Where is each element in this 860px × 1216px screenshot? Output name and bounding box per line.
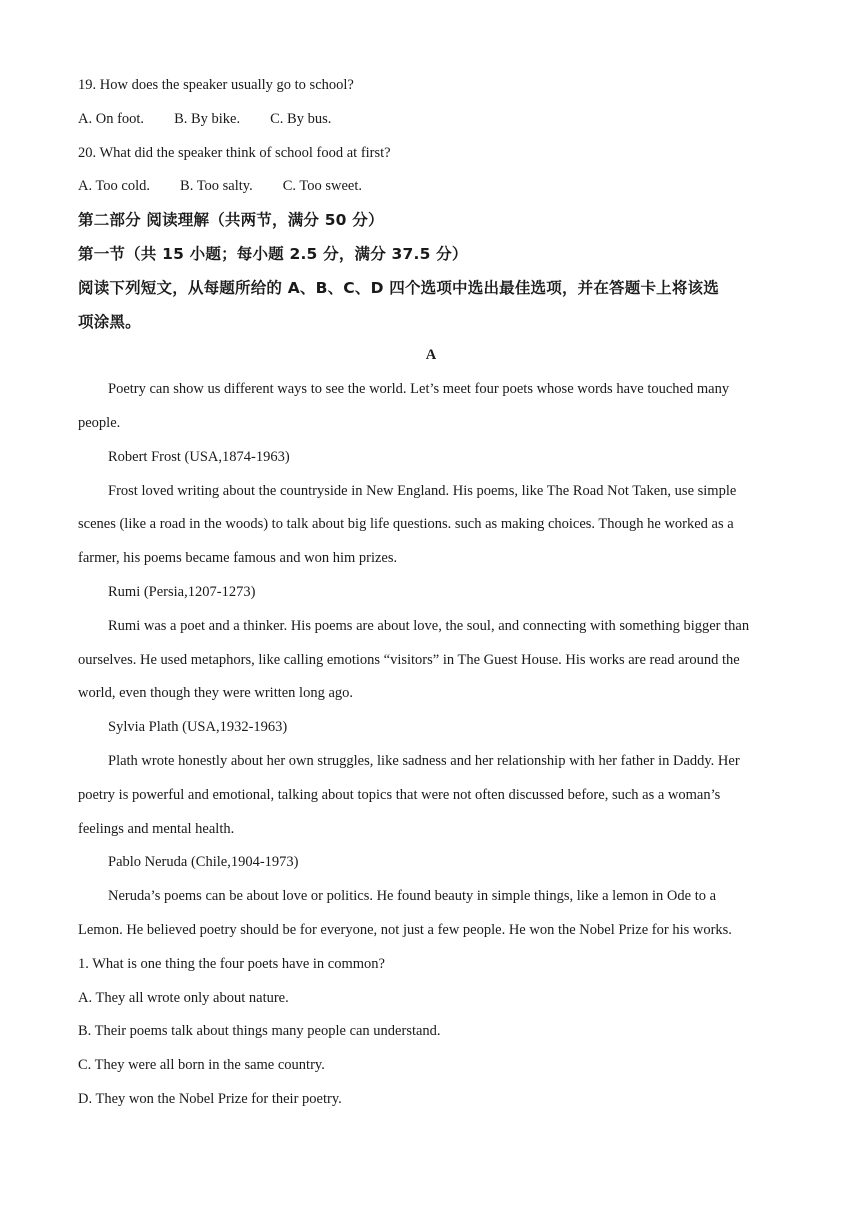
poet-heading-rumi: Rumi (Persia,1207-1273) <box>108 583 256 600</box>
question-20-options <box>78 170 784 204</box>
passage-line: Poetry can show us different ways to see the world. Let’s meet four poets whose words have touched many <box>108 381 730 398</box>
option-a: A. On foot. <box>78 110 145 127</box>
question-19-options <box>78 103 784 137</box>
option-b: B. By bike. <box>174 110 241 127</box>
instruction-line-1: 阅读下列短文，从每题所给的 A、B、C、D 四个选项中选出最佳选项，并在答题卡上将该选 <box>78 278 719 297</box>
passage-line: farmer, his poems became famous and won him prizes. <box>78 550 398 567</box>
poet-heading-plath: Sylvia Plath (USA,1932-1963) <box>108 719 288 736</box>
passage-line: world, even though they were written long ago. <box>78 685 354 702</box>
question-20: 20. What did the speaker think of school food at first? <box>78 144 391 161</box>
question-1: 1. What is one thing the four poets have in common? <box>78 955 385 972</box>
passage-line: Plath wrote honestly about her own struggles, like sadness and her relationship with her father in Daddy. Her <box>108 752 740 769</box>
option-c: C. By bus. <box>270 110 332 127</box>
exam-page <box>78 69 784 1117</box>
poet-heading-frost: Robert Frost (USA,1874-1963) <box>108 448 290 465</box>
passage-line: feelings and mental health. <box>78 820 235 837</box>
section1-heading: 第一节（共 15 小题；每小题 2.5 分，满分 37.5 分） <box>78 244 468 263</box>
option-b: B. Too salty. <box>180 178 253 195</box>
poet-heading-neruda: Pablo Neruda (Chile,1904-1973) <box>108 854 299 871</box>
passage-line: Neruda’s poems can be about love or politics. He found beauty in simple things, like a lemon in Ode to a <box>108 888 717 905</box>
question-19: 19. How does the speaker usually go to school? <box>78 77 354 93</box>
question-1-option-d: D. They won the Nobel Prize for their poetry. <box>78 1090 342 1107</box>
passage-line: Lemon. He believed poetry should be for everyone, not just a few people. He won the Nobel Prize for his works. <box>78 921 732 938</box>
option-a: A. Too cold. <box>78 178 151 195</box>
passage-line: scenes (like a road in the woods) to talk about big life questions. such as making choices. Though he worked as a <box>78 516 734 533</box>
passage-line: Frost loved writing about the countryside in New England. His poems, like The Road Not Taken, use simple <box>108 482 737 499</box>
option-c: C. Too sweet. <box>282 178 363 195</box>
passage-line: ourselves. He used metaphors, like calling emotions “visitors” in The Guest House. His works are read around the <box>78 651 740 668</box>
question-1-option-a: A. They all wrote only about nature. <box>78 989 289 1006</box>
passage-line: poetry is powerful and emotional, talking about topics that were not often discussed before, such as a woman’s <box>78 786 721 803</box>
passage-line: Rumi was a poet and a thinker. His poems are about love, the soul, and connecting with something bigger than <box>108 617 750 634</box>
instruction-line-2: 项涂黑。 <box>78 312 141 331</box>
question-1-option-c: C. They were all born in the same country. <box>78 1057 325 1074</box>
passage-line: people. <box>78 414 121 431</box>
question-1-option-b: B. Their poems talk about things many people can understand. <box>78 1023 441 1040</box>
part2-heading: 第二部分 阅读理解（共两节，满分 50 分） <box>78 211 384 230</box>
passage-label: A <box>425 347 437 364</box>
